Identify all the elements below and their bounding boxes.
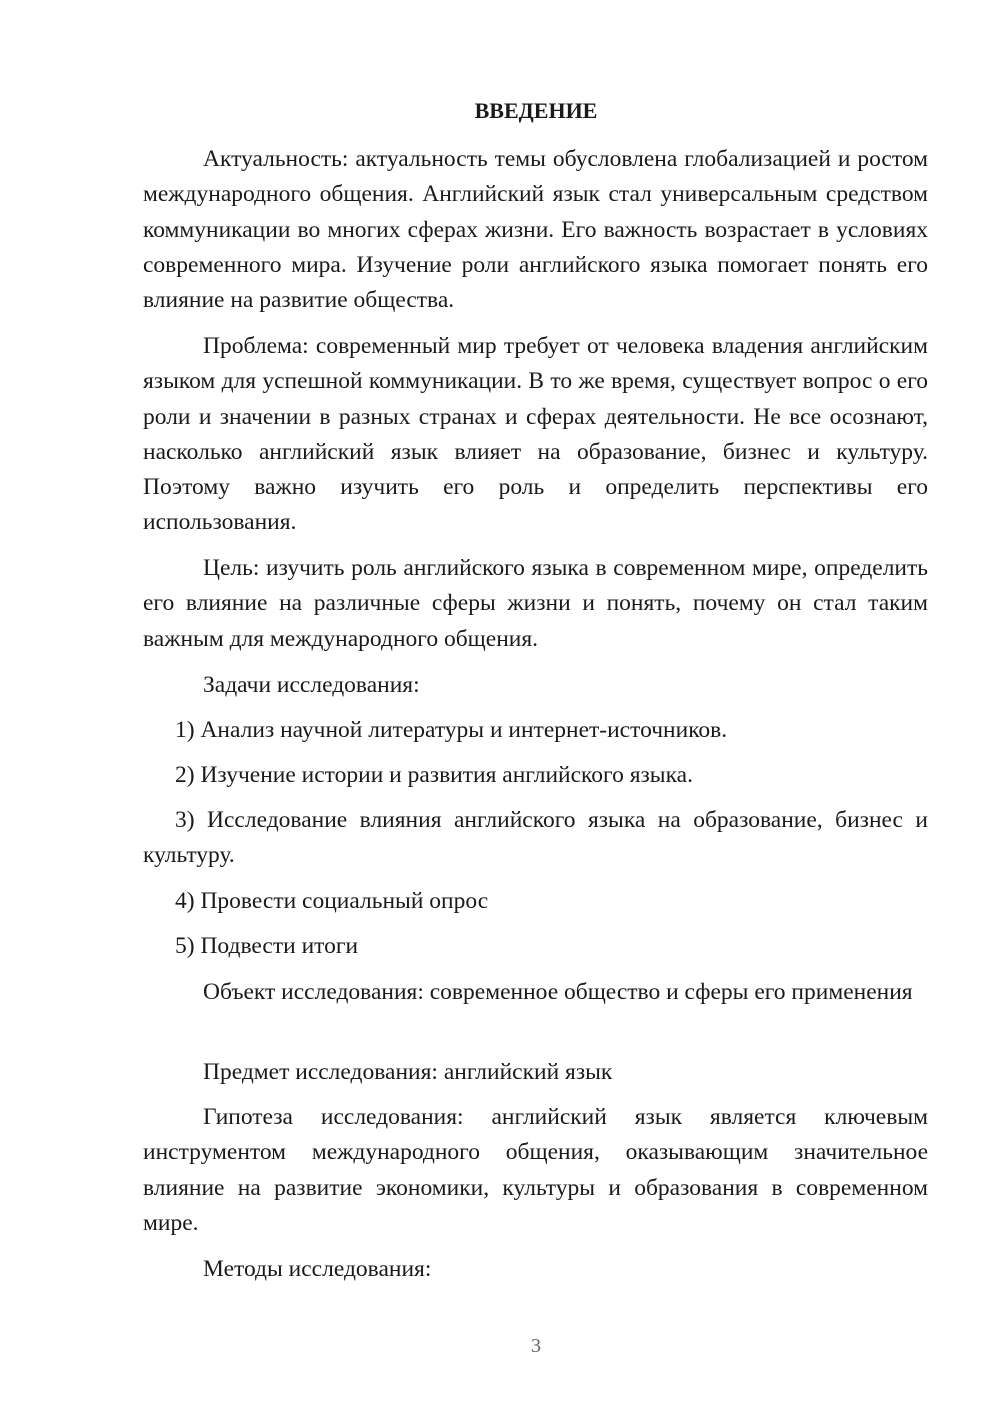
goal-paragraph-block: [143, 551, 928, 657]
task-item: 5) Подвести итоги: [175, 933, 359, 959]
section-heading: ВВЕДЕНИЕ: [474, 98, 598, 123]
relevance-paragraph-block: [143, 142, 928, 318]
task-1-block: [143, 713, 928, 748]
hypothesis-paragraph-block: [143, 1100, 928, 1241]
methods-paragraph: Методы исследования:: [203, 1256, 432, 1282]
tasks-heading-block: [143, 668, 928, 703]
subject-paragraph: Предмет исследования: английский язык: [203, 1059, 613, 1085]
task-item: 2) Изучение истории и развития английского языка.: [175, 762, 693, 788]
task-item: 4) Провести социальный опрос: [175, 888, 489, 914]
tasks-heading: Задачи исследования:: [203, 672, 420, 698]
page-number: 3: [531, 1335, 541, 1357]
goal-paragraph: Цель: изучить роль английского языка в современном мире, определить его влияние на различные сферы жизни и понять, почему он стал таким важным для международного общения.: [143, 555, 928, 652]
subject-paragraph-block: [143, 1055, 928, 1090]
hypothesis-paragraph: Гипотеза исследования: английский язык является ключевым инструментом международного общения, оказывающим значительное влияние на развитие экономики, культуры и образования в современном мире.: [143, 1104, 928, 1236]
methods-paragraph-block: [143, 1252, 928, 1287]
object-paragraph: Объект исследования: современное общество и сферы его применения: [203, 979, 913, 1005]
task-3-block: [143, 803, 928, 874]
task-item: 3) Исследование влияния английского языка на образование, бизнес и культуру.: [143, 807, 928, 869]
task-item: 1) Анализ научной литературы и интернет-источников.: [175, 717, 728, 743]
task-4-block: [143, 884, 928, 919]
problem-paragraph-block: [143, 329, 928, 541]
problem-paragraph: Проблема: современный мир требует от человека владения английским языком для успешной коммуникации. В то же время, существует вопрос о его роли и значении в разных странах и сферах деятельности. Не все осознают, насколько английский язык влияет на образование, бизнес и культуру. Поэтому важно изучить его роль и определить перспективы его использования.: [143, 333, 928, 536]
relevance-paragraph: Актуальность: актуальность темы обусловлена глобализацией и ростом международного общения. Английский язык стал универсальным средством коммуникации во многих сферах жизни. Его важность возрастает в условиях современного мира. Изучение роли английского языка помогает понять его влияние на развитие общества.: [143, 146, 928, 314]
task-5-block: [143, 929, 928, 964]
object-paragraph-block: [143, 975, 928, 1010]
task-2-block: [143, 758, 928, 793]
